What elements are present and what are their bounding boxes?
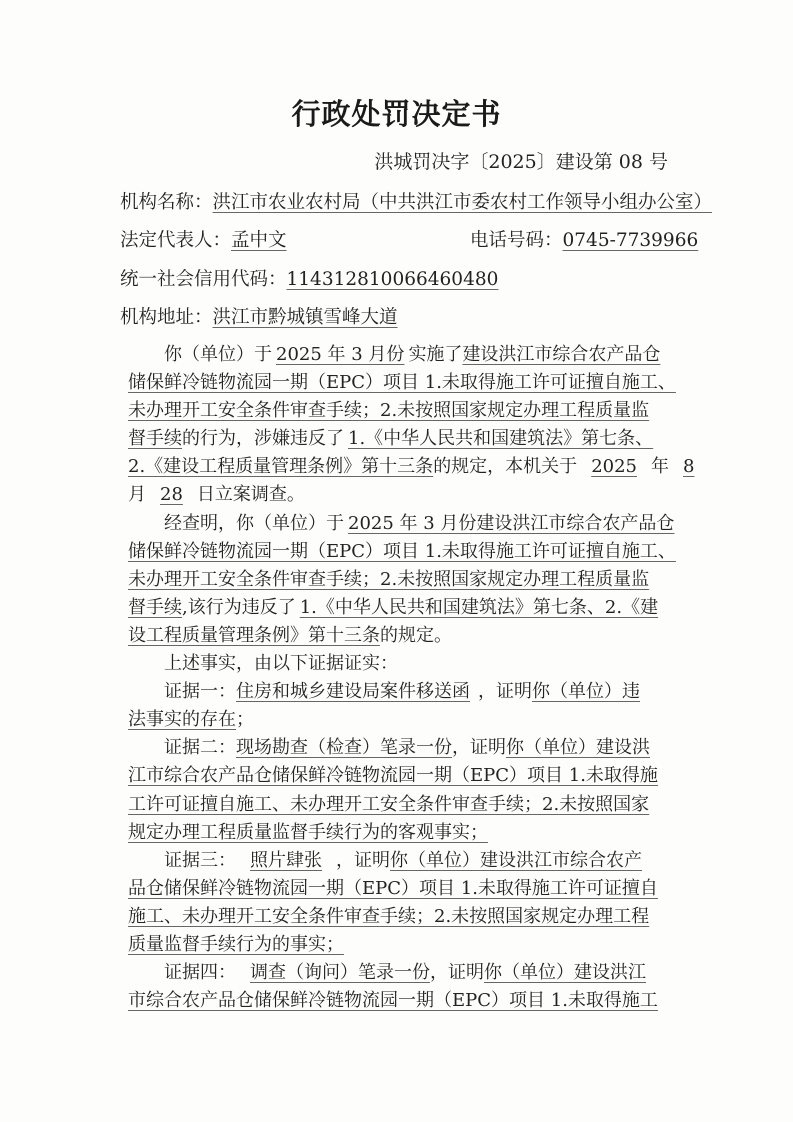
- document-body: [128, 341, 708, 1015]
- evidence-label: 证据四：: [164, 962, 236, 984]
- org-info: [120, 184, 740, 337]
- evidence-text: ，证明: [430, 962, 484, 984]
- evidence-filled: 你（单位）违: [532, 681, 640, 703]
- facts-line: [128, 425, 708, 453]
- facts-filled-month: 8: [683, 456, 695, 478]
- facts-text: 你（单位）于: [164, 344, 272, 365]
- document-number: 洪城罚决字〔2025〕建设第 08 号: [374, 151, 668, 173]
- facts-text: 年: [651, 456, 669, 478]
- evidence-filled: 法事实的存在: [128, 709, 236, 731]
- org-name-label: 机构名称：: [120, 192, 213, 213]
- findings-filled: 2025 年 3 月份建设洪江市综合农产品仓: [348, 512, 675, 534]
- facts-text: 实施了: [408, 344, 463, 365]
- evidence-filled: 现场勘查（检查）笔录一份: [236, 737, 452, 759]
- evidence-filled: 市综合农产品仓储保鲜冷链物流园一期（EPC）项目 1.未取得施工: [128, 990, 658, 1012]
- facts-line: [128, 397, 708, 425]
- facts-line: [128, 341, 708, 369]
- findings-filled: 设工程质量管理条例》第十三条: [128, 624, 380, 646]
- evidence-line: [128, 791, 708, 819]
- evidence-line: [128, 987, 708, 1015]
- org-name-value: 洪江市农业农村局（中共洪江市委农村工作领导小组办公室）: [212, 192, 713, 213]
- findings-filled: 储保鲜冷链物流园一期（EPC）项目 1.未取得施工许可证擅自施工、: [128, 540, 676, 562]
- findings-text: 经查明，你（单位）于: [164, 512, 344, 534]
- evidence-line: [128, 706, 708, 734]
- facts-filled: 储保鲜冷链物流园一期（EPC）项目 1.未取得施工许可证擅自施工、: [128, 372, 676, 394]
- facts-filled-day: 28: [160, 484, 183, 506]
- facts-filled: 2025 年 3 月份: [276, 344, 405, 365]
- findings-line: [128, 510, 708, 538]
- document-title: 行政处罚决定书: [291, 97, 502, 131]
- evidence-filled: 施工、未办理开工安全条件审查手续；2.未按照国家规定办理工程: [128, 905, 650, 927]
- findings-filled: 未办理开工安全条件审查手续；2.未按照国家规定办理工程质量监: [128, 568, 650, 590]
- evidence-line: [128, 734, 708, 762]
- facts-text: 月: [128, 484, 146, 506]
- findings-filled: 1.《中华人民共和国建筑法》第七条、2.《建: [299, 596, 659, 618]
- evidence-line: [128, 875, 708, 903]
- org-address-label: 机构地址：: [120, 306, 213, 328]
- evidence-filled: 工许可证擅自施工、未办理开工安全条件审查手续；2.未按照国家: [128, 793, 650, 815]
- facts-line: [128, 481, 708, 509]
- org-credit-label: 统一社会信用代码：: [120, 268, 287, 290]
- evidence-filled: 你（单位）建设洪江市综合农产: [390, 849, 642, 871]
- evidence-label: 证据一：: [164, 681, 236, 703]
- evidence-filled: 品仓储保鲜冷链物流园一期（EPC）项目 1.未取得施工许可证擅自: [128, 877, 658, 899]
- facts-filled: 未办理开工安全条件审查手续；2.未按照国家规定办理工程质量监: [128, 400, 650, 422]
- org-rep-label: 法定代表人：: [120, 230, 232, 252]
- findings-text: 的规定。: [380, 624, 452, 646]
- evidence-line: [128, 678, 708, 706]
- org-address-value: 洪江市黔城镇雪峰大道: [212, 306, 398, 328]
- findings-line: [128, 622, 708, 650]
- facts-filled-year: 2025: [591, 456, 637, 478]
- evidence-filled: 调查（询问）笔录一份: [250, 962, 430, 984]
- evidence-filled: 你（单位）建设洪江: [484, 962, 646, 984]
- org-credit-row: [120, 261, 740, 299]
- findings-line: [128, 594, 708, 622]
- org-credit-value: 114312810066460480: [286, 268, 499, 290]
- evidence-line: [128, 903, 708, 931]
- evidence-line: [128, 959, 708, 987]
- findings-text: ,该行为违反了: [182, 596, 296, 618]
- facts-line: [128, 369, 708, 397]
- evidence-text: ；: [236, 709, 254, 731]
- evidence-text: ，证明: [452, 737, 506, 759]
- org-phone-label: 电话号码：: [470, 230, 563, 252]
- org-rep-phone-row: [120, 222, 740, 260]
- evidence-line: [128, 819, 708, 847]
- facts-filled: 督手续: [128, 428, 182, 450]
- findings-filled: 督手续: [128, 596, 182, 618]
- evidence-text: ，证明: [336, 849, 390, 871]
- evidence-intro: 上述事实，由以下证据证实：: [164, 653, 398, 675]
- evidence-filled: 规定办理工程质量监督手续行为的客观事实；: [128, 821, 488, 843]
- facts-filled: 2.《建设工程质量管理条例》第十三条: [128, 456, 434, 478]
- org-address-row: [120, 299, 740, 337]
- org-rep-value: 孟中文: [231, 230, 287, 252]
- facts-text: 的行为，涉嫌违反了: [182, 428, 344, 450]
- facts-filled: 建设洪江市综合农产品仓: [462, 344, 661, 365]
- evidence-label: 证据二：: [164, 737, 236, 759]
- org-rep-group: [120, 222, 470, 260]
- evidence-line: [128, 762, 708, 790]
- evidence-filled: 照片肆张: [250, 849, 322, 871]
- facts-filled: 1.《中华人民共和国建筑法》第七条、: [348, 428, 654, 450]
- facts-text: 日立案调查。: [196, 484, 305, 506]
- evidence-filled: 住房和城乡建设局案件移送函: [236, 681, 470, 703]
- evidence-line: [128, 931, 708, 959]
- evidence-filled: 江市综合农产品仓储保鲜冷链物流园一期（EPC）项目 1.未取得施: [128, 765, 658, 787]
- evidence-text: ，证明: [478, 681, 532, 703]
- org-name-row: [120, 184, 740, 222]
- facts-line: [128, 453, 708, 481]
- evidence-label: 证据三：: [164, 849, 236, 871]
- findings-line: [128, 538, 708, 566]
- findings-line: [128, 566, 708, 594]
- evidence-filled: 质量监督手续行为的事实；: [128, 933, 344, 955]
- evidence-line: [128, 847, 708, 875]
- evidence-filled: 你（单位）建设洪: [506, 737, 650, 759]
- org-phone-value: 0745-7739966: [562, 230, 699, 252]
- facts-text: 的规定，本机关于: [433, 456, 578, 478]
